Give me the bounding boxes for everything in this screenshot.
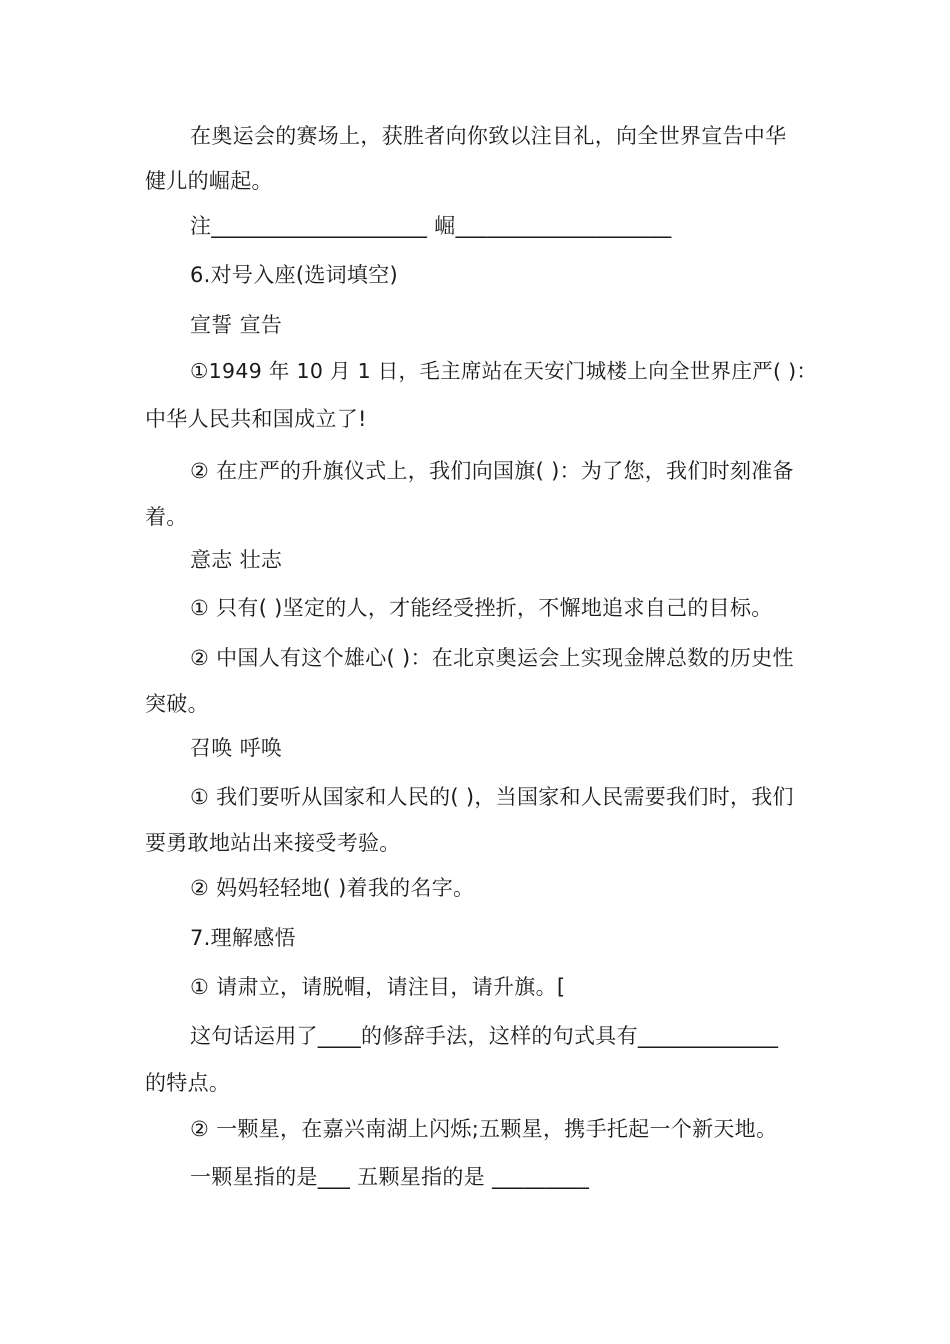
question-line: ② 一颗星，在嘉兴南湖上闪烁;五颗星，携手托起一个新天地。 bbox=[190, 1117, 778, 1141]
question-line: ② 中国人有这个雄心( )：在北京奥运会上实现金牌总数的历史性 bbox=[190, 646, 794, 670]
question-line: ① 只有( )坚定的人，才能经受挫折，不懈地追求自己的目标。 bbox=[190, 596, 773, 620]
question-line: 要勇敢地站出来接受考验。 bbox=[145, 831, 401, 855]
fill-blank-line: 这句话运用了____的修辞手法，这样的句式具有_____________ bbox=[190, 1024, 779, 1048]
word-choice-pair: 宣誓 宣告 bbox=[190, 313, 283, 337]
word-choice-pair: 召唤 呼唤 bbox=[190, 736, 283, 760]
question-line: 突破。 bbox=[145, 692, 209, 716]
paragraph-line: 健儿的崛起。 bbox=[145, 169, 273, 193]
word-choice-pair: 意志 壮志 bbox=[190, 548, 283, 572]
question-line: ① 请肃立，请脱帽，请注目，请升旗。[ bbox=[190, 975, 566, 999]
question-line: 的特点。 bbox=[145, 1071, 231, 1095]
question-line: ② 在庄严的升旗仪式上，我们向国旗( )：为了您，我们时刻准备 bbox=[190, 459, 794, 483]
question-line: ① 我们要听从国家和人民的( )，当国家和人民需要我们时，我们 bbox=[190, 785, 794, 809]
paragraph-line: 在奥运会的赛场上，获胜者向你致以注目礼，向全世界宣告中华 bbox=[190, 124, 787, 148]
section-heading: 7.理解感悟 bbox=[190, 926, 296, 950]
question-line: ①1949 年 10 月 1 日，毛主席站在天安门城楼上向全世界庄严( )： bbox=[190, 359, 818, 383]
question-line: 着。 bbox=[145, 505, 188, 529]
question-line: 中华人民共和国成立了! bbox=[145, 407, 367, 431]
question-line: ② 妈妈轻轻地( )着我的名字。 bbox=[190, 876, 475, 900]
fill-blank-line: 注____________________ 崛____________________ bbox=[190, 214, 672, 238]
fill-blank-line: 一颗星指的是___ 五颗星指的是 _________ bbox=[190, 1165, 590, 1189]
section-heading: 6.对号入座(选词填空) bbox=[190, 263, 399, 287]
